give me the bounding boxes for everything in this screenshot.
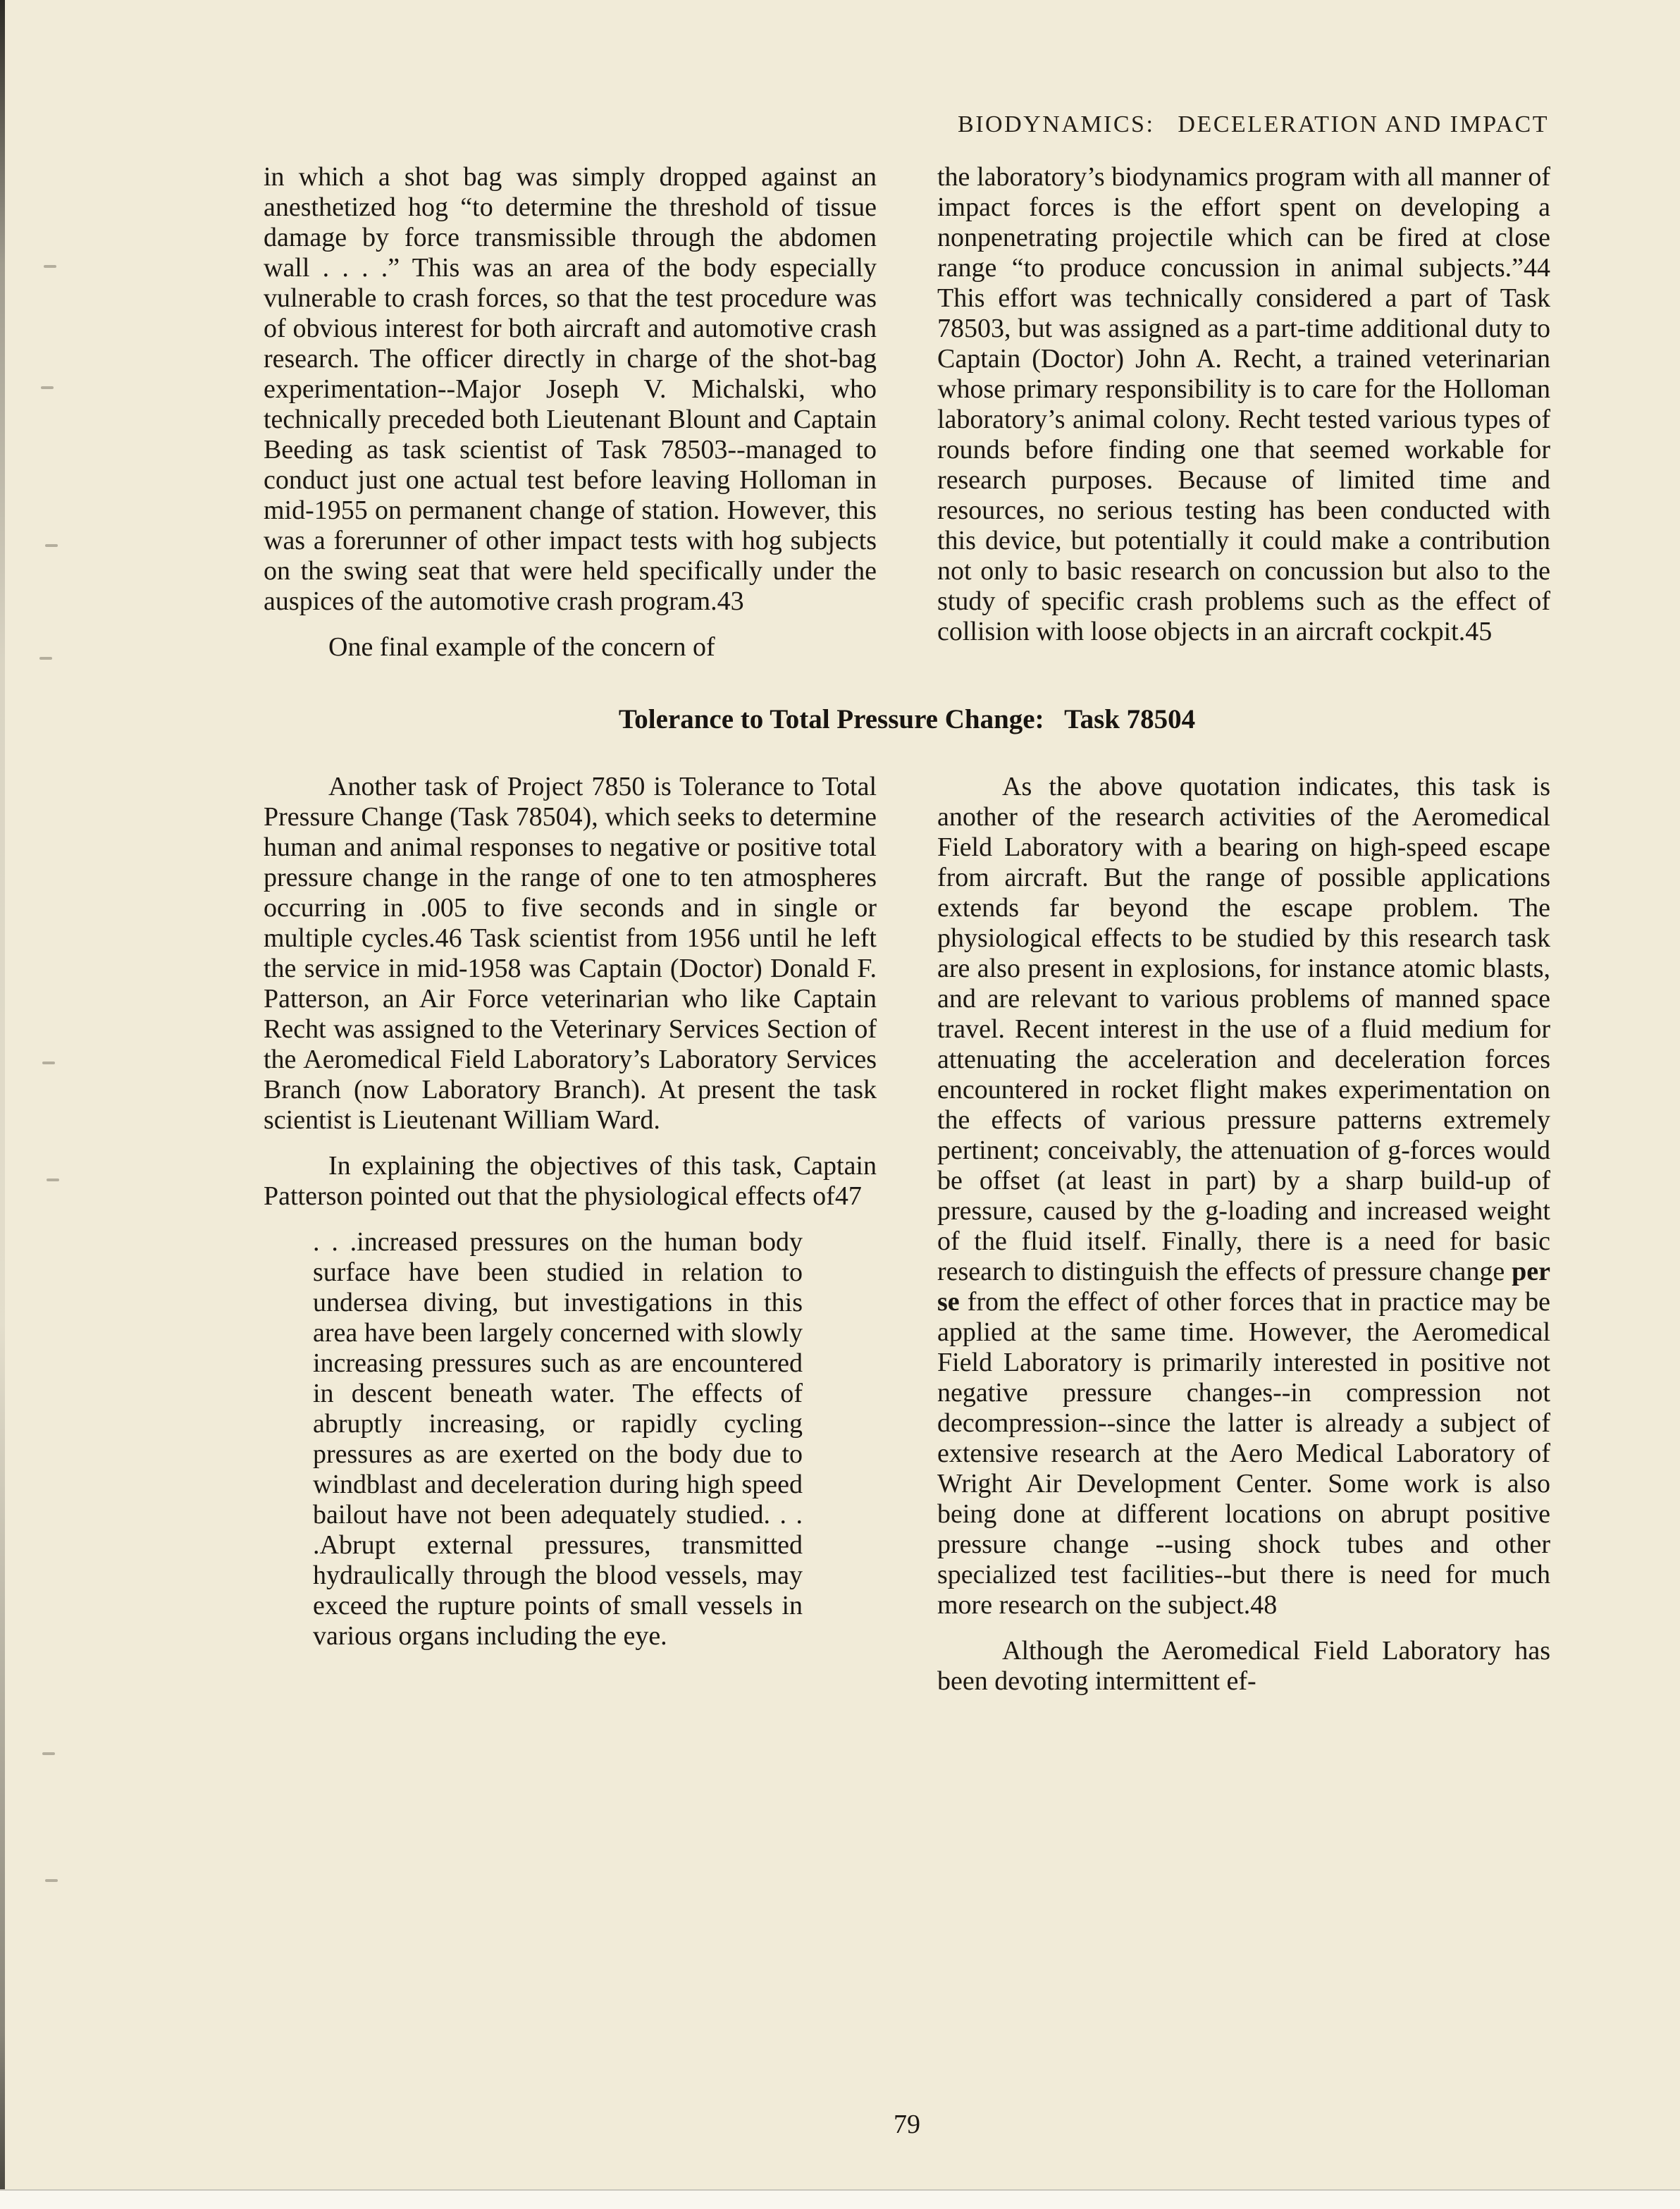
page-number: 79 bbox=[894, 2110, 920, 2139]
scan-mark bbox=[41, 386, 54, 389]
scan-mark bbox=[42, 1062, 55, 1064]
paragraph: Another task of Project 7850 is Tolerance to Total Pressure Change (Task 78504), which seeks to determine human and animal responses to negative or positive total pressure change in the range of one to ten atmospheres occurring in .005 to five seconds and in single or multiple cycles.46 Task scientist from 1956 until he left the service in mid-1958 was Captain (Doctor) Donald F. Patterson, an Air Force veterinarian who like Captain Recht was assigned to the Veterinary Services Section of the Aeromedical Field Laboratory’s Laboratory Services Branch (now Laboratory Branch). At present the task scientist is Lieutenant William Ward. bbox=[264, 772, 877, 1135]
paragraph bbox=[937, 772, 1550, 1620]
top-left-column bbox=[264, 162, 877, 663]
main-left-column bbox=[264, 772, 877, 1697]
paragraph: Although the Aeromedical Field Laboratory has been devoting intermittent ef- bbox=[937, 1636, 1550, 1696]
paragraph: in which a shot bag was simply dropped against an anesthetized hog “to determine the threshold of tissue damage by force transmissible through the abdomen wall . . . .” This was an area of the body especially vulnerable to crash forces, so that the test procedure was of obvious interest for both aircraft and automotive crash research. The officer directly in charge of the shot-bag experimentation--Major Joseph V. Michalski, who technically preceded both Lieutenant Blount and Captain Beeding as task scientist of Task 78503--managed to conduct just one actual test before leaving Holloman in mid-1955 on permanent change of station. However, this was a forerunner of other impact tests with hog subjects on the swing seat that were held specifically under the auspices of the automotive crash program.43 bbox=[264, 162, 877, 616]
section-heading: Tolerance to Total Pressure Change: Task 78504 bbox=[618, 704, 1196, 734]
scan-mark bbox=[42, 1752, 55, 1755]
top-section bbox=[264, 162, 1550, 663]
running-header: BIODYNAMICS: DECELERATION AND IMPACT bbox=[958, 111, 1549, 137]
page-content bbox=[264, 162, 1550, 1697]
main-section bbox=[264, 772, 1550, 1697]
emphasized-text: per se bbox=[937, 1257, 1550, 1317]
paragraph: One final example of the concern of bbox=[328, 632, 715, 662]
scan-mark bbox=[39, 657, 52, 660]
paragraph: In explaining the objectives of this task, Captain Patterson pointed out that the physiological effects of47 bbox=[264, 1151, 877, 1211]
main-right-column bbox=[937, 772, 1550, 1697]
scan-mark bbox=[45, 544, 58, 547]
page-scan-left-edge bbox=[0, 0, 5, 2209]
scan-mark bbox=[47, 1179, 59, 1181]
block-quote: . . .increased pressures on the human body surface have been studied in relation to undersea diving, but investigations in this area have been largely concerned with slowly increasing pressures such as are encountered in descent beneath water. The effects of abruptly increasing, or rapidly cycling pressures as are exerted on the body due to windblast and deceleration during high speed bailout have not been adequately studied. . . .Abrupt external pressures, transmitted hydraulically through the blood vessels, may exceed the rupture points of small vessels in various organs including the eye. bbox=[313, 1227, 803, 1651]
paragraph-text: As the above quotation indicates, this task is another of the research activities of the Aeromedical Field Laboratory with a bearing on high-speed escape from aircraft. But the range of possible applications extends far beyond the escape problem. The physiological effects to be studied by this research task are also present in explosions, for instance atomic blasts, and are relevant to various problems of manned space travel. Recent interest in the use of a fluid medium for attenuating the acceleration and deceleration forces encountered in rocket flight makes experimentation on the effects of various pressure patterns extremely pertinent; conceivably, the attenuation of g-forces would be offset (at least in part) by a sharp build-up of pressure, caused by the g-loading and increased weight of the fluid itself. Finally, there is a need for basic research to distinguish the effects of pressure change bbox=[937, 772, 1550, 1286]
paragraph: the laboratory’s biodynamics program with all manner of impact forces is the effort spent on developing a nonpenetrating projectile which can be fired at close range “to produce concussion in animal subjects.”44 This effort was technically considered a part of Task 78503, but was assigned as a part-time additional duty to Captain (Doctor) John A. Recht, a trained veterinarian whose primary responsibility is to care for the Holloman laboratory’s animal colony. Recht tested various types of rounds before finding one that seemed workable for research purposes. Because of limited time and resources, no serious testing has been conducted with this device, but potentially it could make a contribution not only to basic research on concussion but also to the study of specific crash problems such as the effect of collision with loose objects in an aircraft cockpit.45 bbox=[937, 162, 1550, 646]
page-scan-bottom-edge bbox=[0, 2189, 1680, 2209]
top-right-column bbox=[937, 162, 1550, 663]
scan-mark bbox=[45, 1879, 58, 1882]
scan-mark bbox=[44, 265, 56, 268]
paragraph-text: from the effect of other forces that in practice may be applied at the same time. However, the Aeromedical Field Laboratory is primarily interested in positive not negative pressure changes--in compression not decompression--since the latter is already a subject of extensive research at the Aero Medical Laboratory of Wright Air Development Center. Some work is also being done at different locations on abrupt positive pressure change --using shock tubes and other specialized test facilities--but there is need for much more research on the subject.48 bbox=[937, 1287, 1550, 1620]
